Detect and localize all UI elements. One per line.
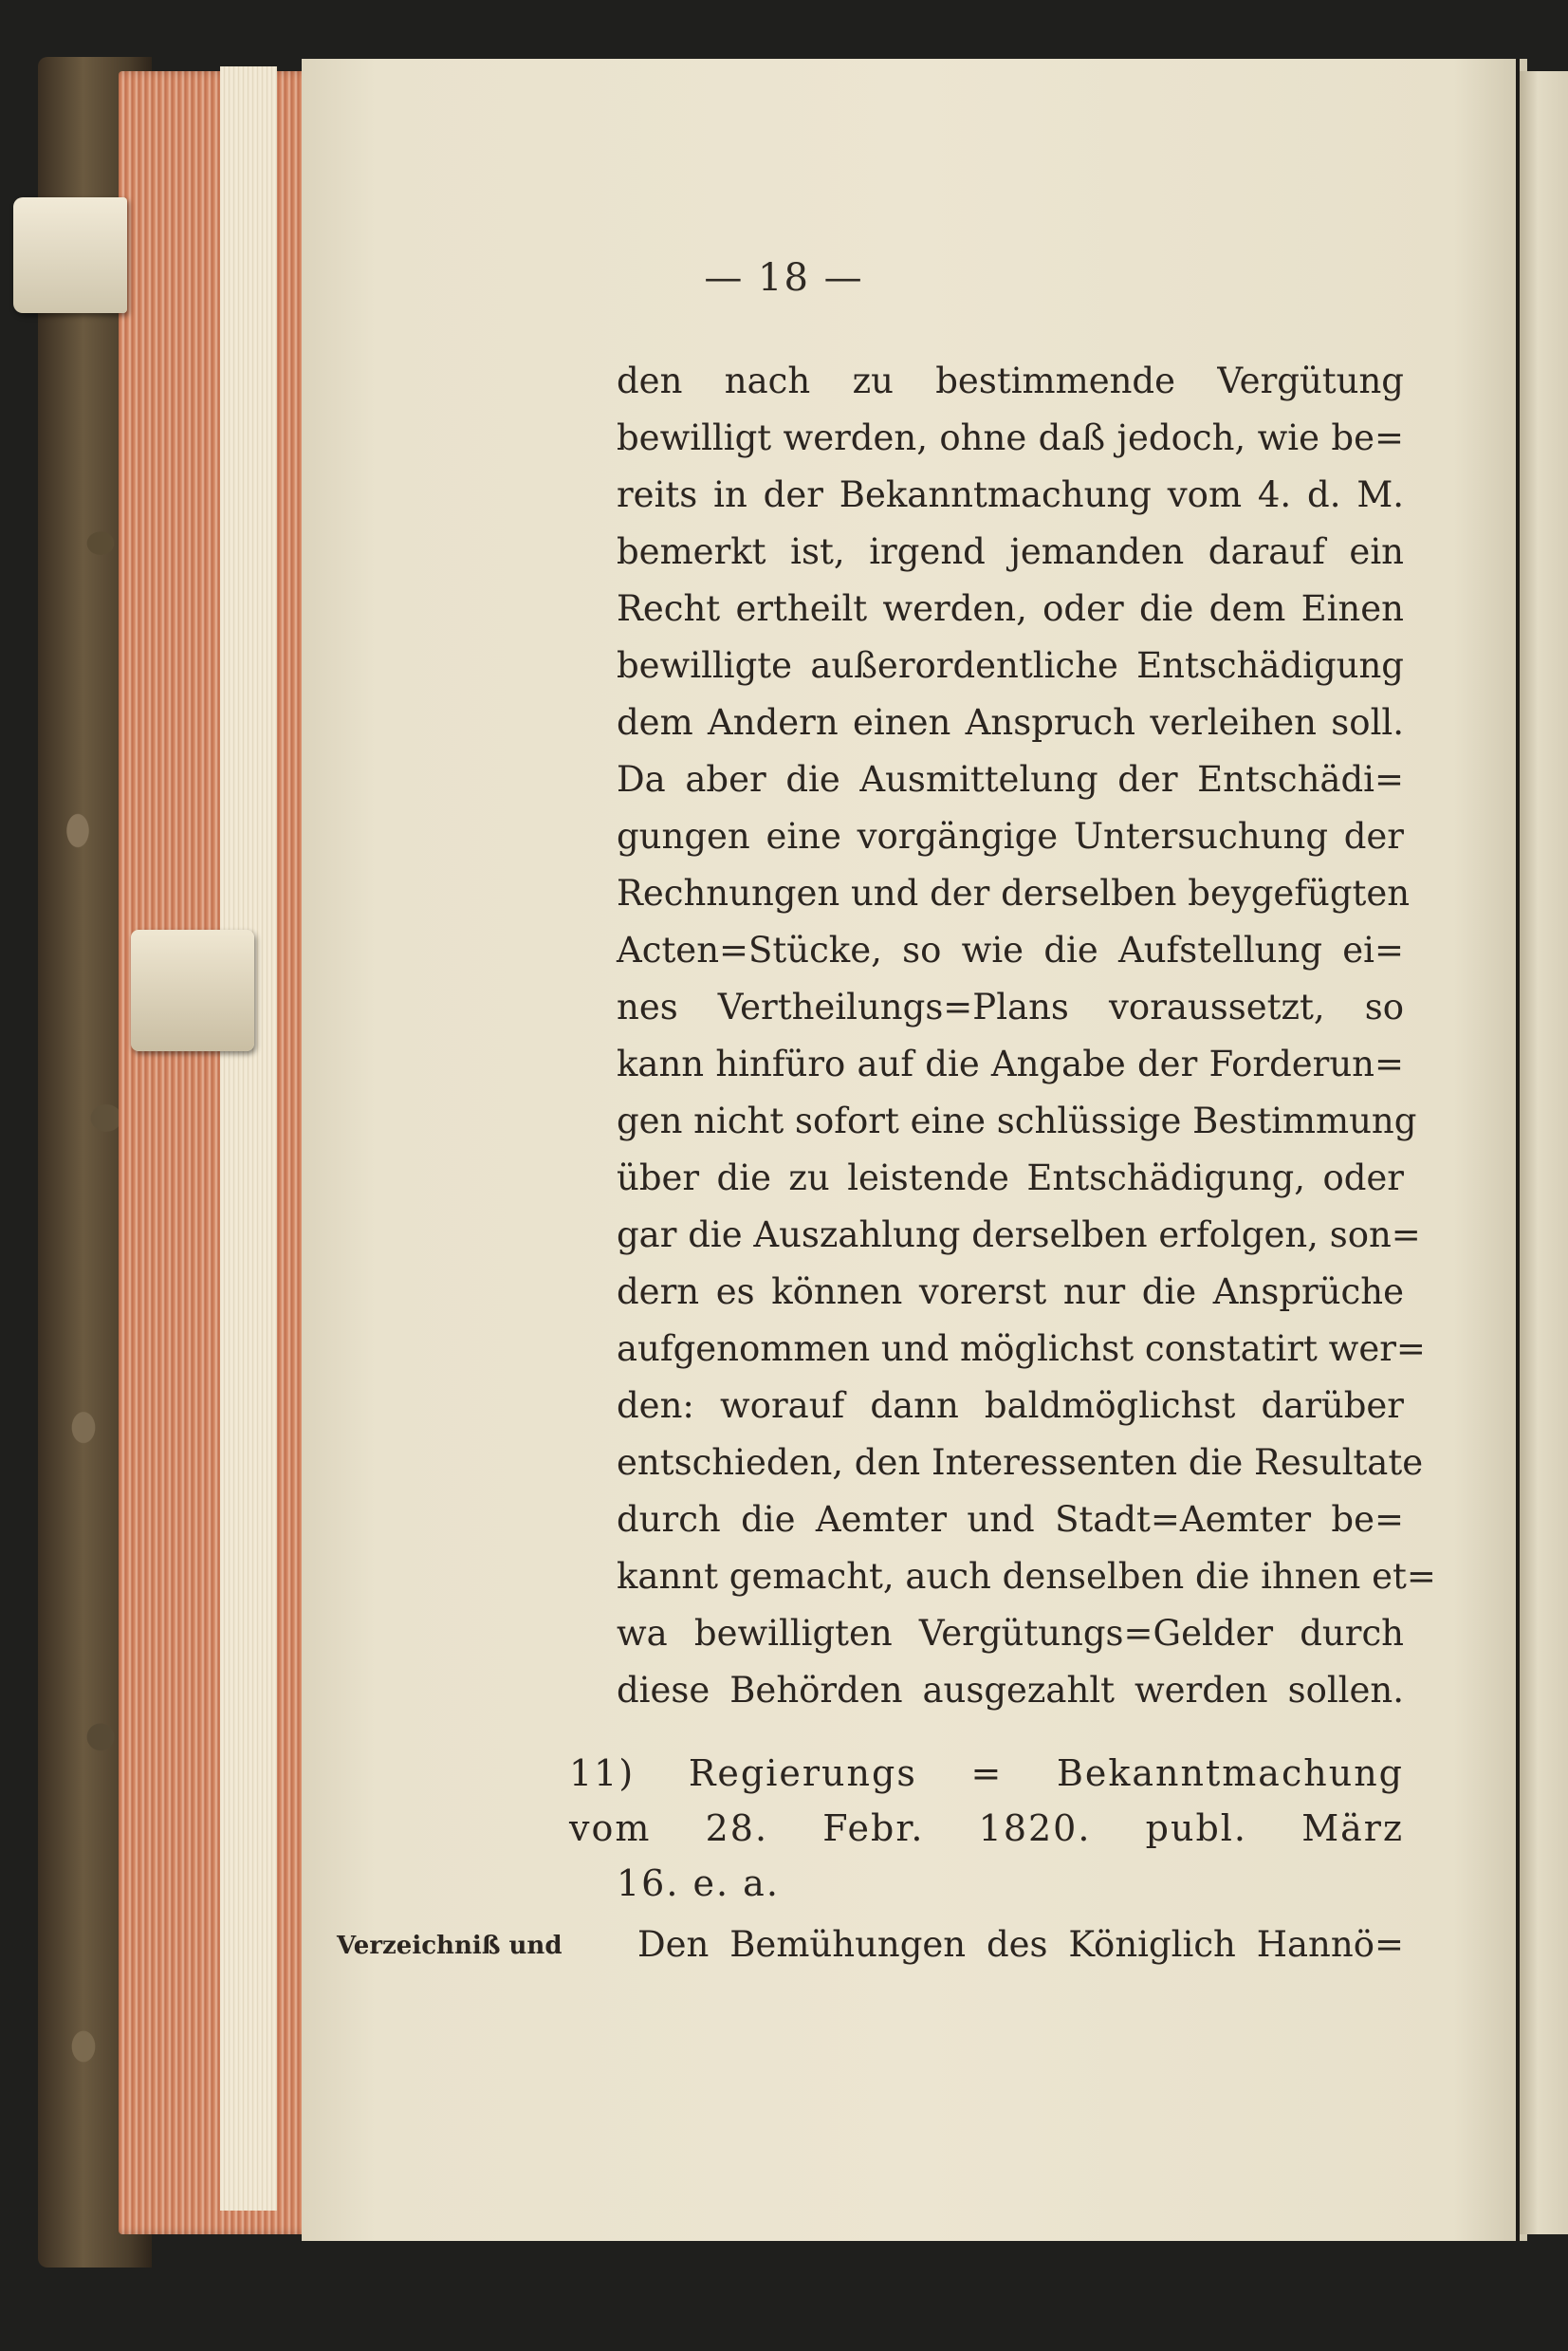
text-line: den nach zu bestimmende Vergütung (617, 361, 1404, 401)
heading-line: 11) Regierungs = Bekanntmachung (569, 1752, 1404, 1794)
text-line: gar die Auszahlung derselben erfolgen, son= (617, 1214, 1421, 1255)
page-number: — 18 — (704, 256, 864, 300)
text-line: Acten=Stücke, so wie die Aufstellung ei= (617, 930, 1404, 971)
text-line: wa bewilligten Vergütungs=Gelder durch (617, 1613, 1404, 1654)
text-line: kannt gemacht, auch denselben die ihnen et= (617, 1556, 1436, 1597)
heading-line: vom 28. Febr. 1820. publ. März (569, 1807, 1404, 1849)
margin-note: Verzeichniß und (337, 1932, 563, 1960)
text-line: aufgenommen und möglichst constatirt wer= (617, 1328, 1426, 1369)
text-line: gen nicht sofort eine schlüssige Bestimmung (617, 1101, 1417, 1141)
text-line: bemerkt ist, irgend jemanden darauf ein (617, 531, 1404, 572)
text-line: über die zu leistende Entschädigung, oder (617, 1157, 1404, 1198)
text-line: bewilligte außerordentliche Entschädigung (617, 645, 1404, 686)
page-edges-inner (220, 66, 277, 2211)
text-line: Recht ertheilt werden, oder die dem Einen (617, 588, 1404, 629)
text-line: diese Behörden ausgezahlt werden sollen. (617, 1670, 1404, 1711)
text-line: nes Vertheilungs=Plans voraussetzt, so (617, 987, 1404, 1027)
text-line: durch die Aemter und Stadt=Aemter be= (617, 1499, 1404, 1540)
text-line: dem Andern einen Anspruch verleihen soll. (617, 702, 1404, 743)
heading-line: 16. e. a. (617, 1862, 780, 1904)
text-line: Rechnungen und der derselben beygefügten (617, 873, 1411, 914)
text-line: reits in der Bekanntmachung vom 4. d. M. (617, 474, 1404, 515)
text-line: kann hinfüro auf die Angabe der Forderun= (617, 1044, 1404, 1084)
page-edges (119, 71, 318, 2234)
final-text-line: Den Bemühungen des Königlich Hannö= (637, 1924, 1404, 1965)
page-gutter (1516, 59, 1520, 2241)
facing-page-edge (1518, 71, 1568, 2234)
text-line: entschieden, den Interessenten die Resultate (617, 1442, 1424, 1483)
text-line: dern es können vorerst nur die Ansprüche (617, 1271, 1404, 1312)
bookmark-tab-middle (131, 930, 254, 1051)
body-text (617, 353, 1436, 1719)
text-line: Da aber die Ausmittelung der Entschädi= (617, 759, 1404, 800)
section-heading (569, 1746, 1404, 1911)
text-line: bewilligt werden, ohne daß jedoch, wie be= (617, 417, 1404, 458)
text-line: den: worauf dann baldmöglichst darüber (617, 1385, 1404, 1426)
text-line: gungen eine vorgängige Untersuchung der (617, 816, 1404, 857)
